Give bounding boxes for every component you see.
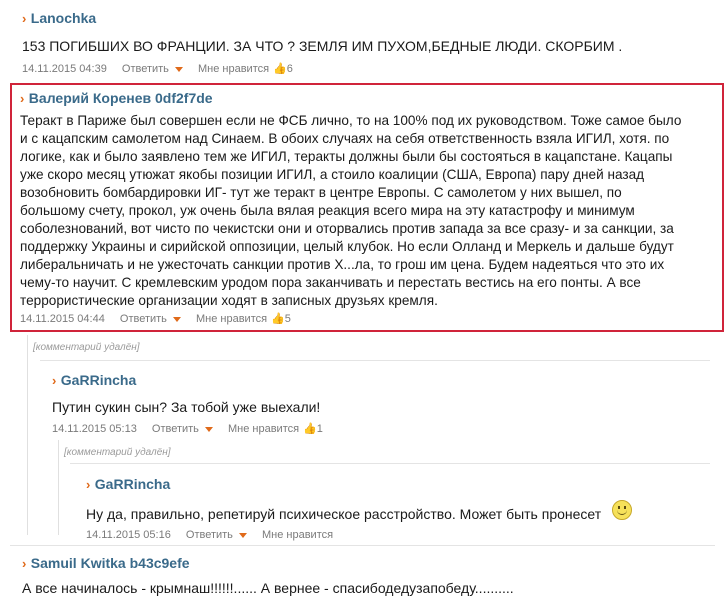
- text-line: логике, как и было заявлено тем же ИГИЛ, теракты должны были бы состояться в кацапстане. Кацапы: [20, 149, 673, 164]
- dropdown-arrow-icon[interactable]: [173, 317, 181, 322]
- comment-header: [52, 372, 692, 390]
- comment-text: [20, 112, 720, 310]
- like-label: Мне нравится: [227, 423, 300, 435]
- text-line: поддержку Украины и сирийской оппозиции, целый клубок. Но если Олланд и Меркель и дальше будут: [20, 239, 674, 254]
- text-line: и с кацапским самолетом над Синаем. В обоих случаях на себя ответственность взяла ИГИЛ, хотя. по: [20, 131, 670, 146]
- like-count: 5: [284, 313, 291, 325]
- dropdown-arrow-icon[interactable]: [205, 427, 213, 432]
- text-line: соболезнований, вот чисто по чекистски они и оторвались против запада за все сразу- и за санкции, за: [20, 221, 674, 236]
- comment-header: [22, 555, 712, 573]
- chevron-right-icon: ›: [86, 477, 91, 492]
- deleted-comment-note: [комментарий удалён]: [64, 447, 171, 458]
- comment-meta: [20, 312, 720, 325]
- text-line: террористические организации ходят в записных друзьях кремля.: [20, 293, 438, 308]
- smiley-icon: [612, 500, 632, 520]
- comment-text: 153 ПОГИБШИХ ВО ФРАНЦИИ. ЗА ЧТО ? ЗЕМЛЯ ИМ ПУХОМ,БЕДНЫЕ ЛЮДИ. СКОРБИМ .: [22, 38, 623, 54]
- text-line: большому счету, прокол, уж очень была вялая реакция всего мира на эту катастрофу и минимум: [20, 203, 635, 218]
- text-line: чему-то научит. С кремлевским уродом пора заканчивать и перестать вестись на его понты. А все: [20, 275, 641, 290]
- author-link[interactable]: Samuil Kwitka b43c9efe: [30, 555, 190, 571]
- author-link[interactable]: GaRRincha: [60, 372, 137, 388]
- timestamp: 14.11.2015 05:16: [86, 529, 171, 541]
- chevron-right-icon: ›: [52, 373, 57, 388]
- reply-label: Ответить: [185, 529, 233, 541]
- reply-button[interactable]: [152, 423, 213, 435]
- timestamp: 14.11.2015 04:39: [22, 63, 107, 75]
- reply-label: Ответить: [121, 63, 169, 75]
- like-button[interactable]: [198, 62, 293, 75]
- comment-header: [86, 476, 706, 494]
- text-line: либеральничать и не ужесточать санкции против Х...ла, то грош им цена. Будем надеяться что это их: [20, 257, 665, 272]
- comment-3: [52, 372, 692, 435]
- deleted-comment-note: [комментарий удалён]: [33, 342, 140, 353]
- like-label: Мне нравится: [195, 313, 268, 325]
- author-link[interactable]: GaRRincha: [94, 476, 171, 492]
- like-button[interactable]: [228, 422, 323, 435]
- chevron-right-icon: ›: [20, 91, 25, 106]
- thumbs-up-icon[interactable]: 👍: [273, 63, 287, 75]
- timestamp: 14.11.2015 05:13: [52, 423, 137, 435]
- author-link[interactable]: Lanochka: [30, 10, 97, 26]
- comment-header: [20, 90, 720, 108]
- comment-1: [22, 10, 712, 75]
- chevron-right-icon: ›: [22, 11, 27, 26]
- thread-line: [27, 335, 28, 535]
- divider: [10, 545, 715, 546]
- thumbs-up-icon[interactable]: 👍: [303, 423, 317, 435]
- timestamp: 14.11.2015 04:44: [20, 313, 105, 325]
- comment-text: Путин сукин сын? За тобой уже выехали!: [52, 399, 321, 415]
- text-line: уже скоро месяц утюжат якобы позиции ИГИЛ, а стоило коалиции (США, Европа) пару дней назад: [20, 167, 645, 182]
- comment-meta: [52, 422, 692, 435]
- comment-meta: [86, 529, 706, 541]
- reply-label: Ответить: [151, 423, 199, 435]
- reply-button[interactable]: [122, 63, 183, 75]
- chevron-right-icon: ›: [22, 556, 27, 571]
- comment-meta: [22, 62, 712, 75]
- dropdown-arrow-icon[interactable]: [239, 533, 247, 538]
- reply-label: Ответить: [119, 313, 167, 325]
- thread-line: [58, 440, 59, 535]
- reply-button[interactable]: [120, 313, 181, 325]
- like-count: 6: [286, 63, 293, 75]
- text-line: возобновить бомбардировки ИГ- тут же теракт в центре Европы. С самолетом у них вышел, по: [20, 185, 622, 200]
- dropdown-arrow-icon[interactable]: [175, 67, 183, 72]
- thumbs-up-icon[interactable]: 👍: [271, 313, 285, 325]
- author-link[interactable]: Валерий Коренев 0df2f7de: [28, 90, 213, 106]
- reply-button[interactable]: [186, 529, 247, 541]
- like-count: 1: [316, 423, 323, 435]
- comment-2: [20, 90, 720, 325]
- text-line: Теракт в Париже был совершен если не ФСБ лично, то на 100% под их руководством. Тоже самое было: [20, 113, 682, 128]
- comment-header: [22, 10, 712, 28]
- like-label: Мне нравится: [261, 529, 334, 541]
- like-label: Мне нравится: [197, 63, 270, 75]
- comment-5: [22, 555, 712, 597]
- like-button[interactable]: [196, 312, 291, 325]
- like-button[interactable]: [262, 529, 333, 541]
- comment-text: А все начиналось - крымнаш!!!!!!...... А вернее - спасибодедузапобеду..........: [22, 580, 514, 596]
- divider: [70, 463, 710, 464]
- divider: [40, 360, 710, 361]
- comment-text: Ну да, правильно, репетируй психическое расстройство. Может быть пронесет: [86, 506, 602, 522]
